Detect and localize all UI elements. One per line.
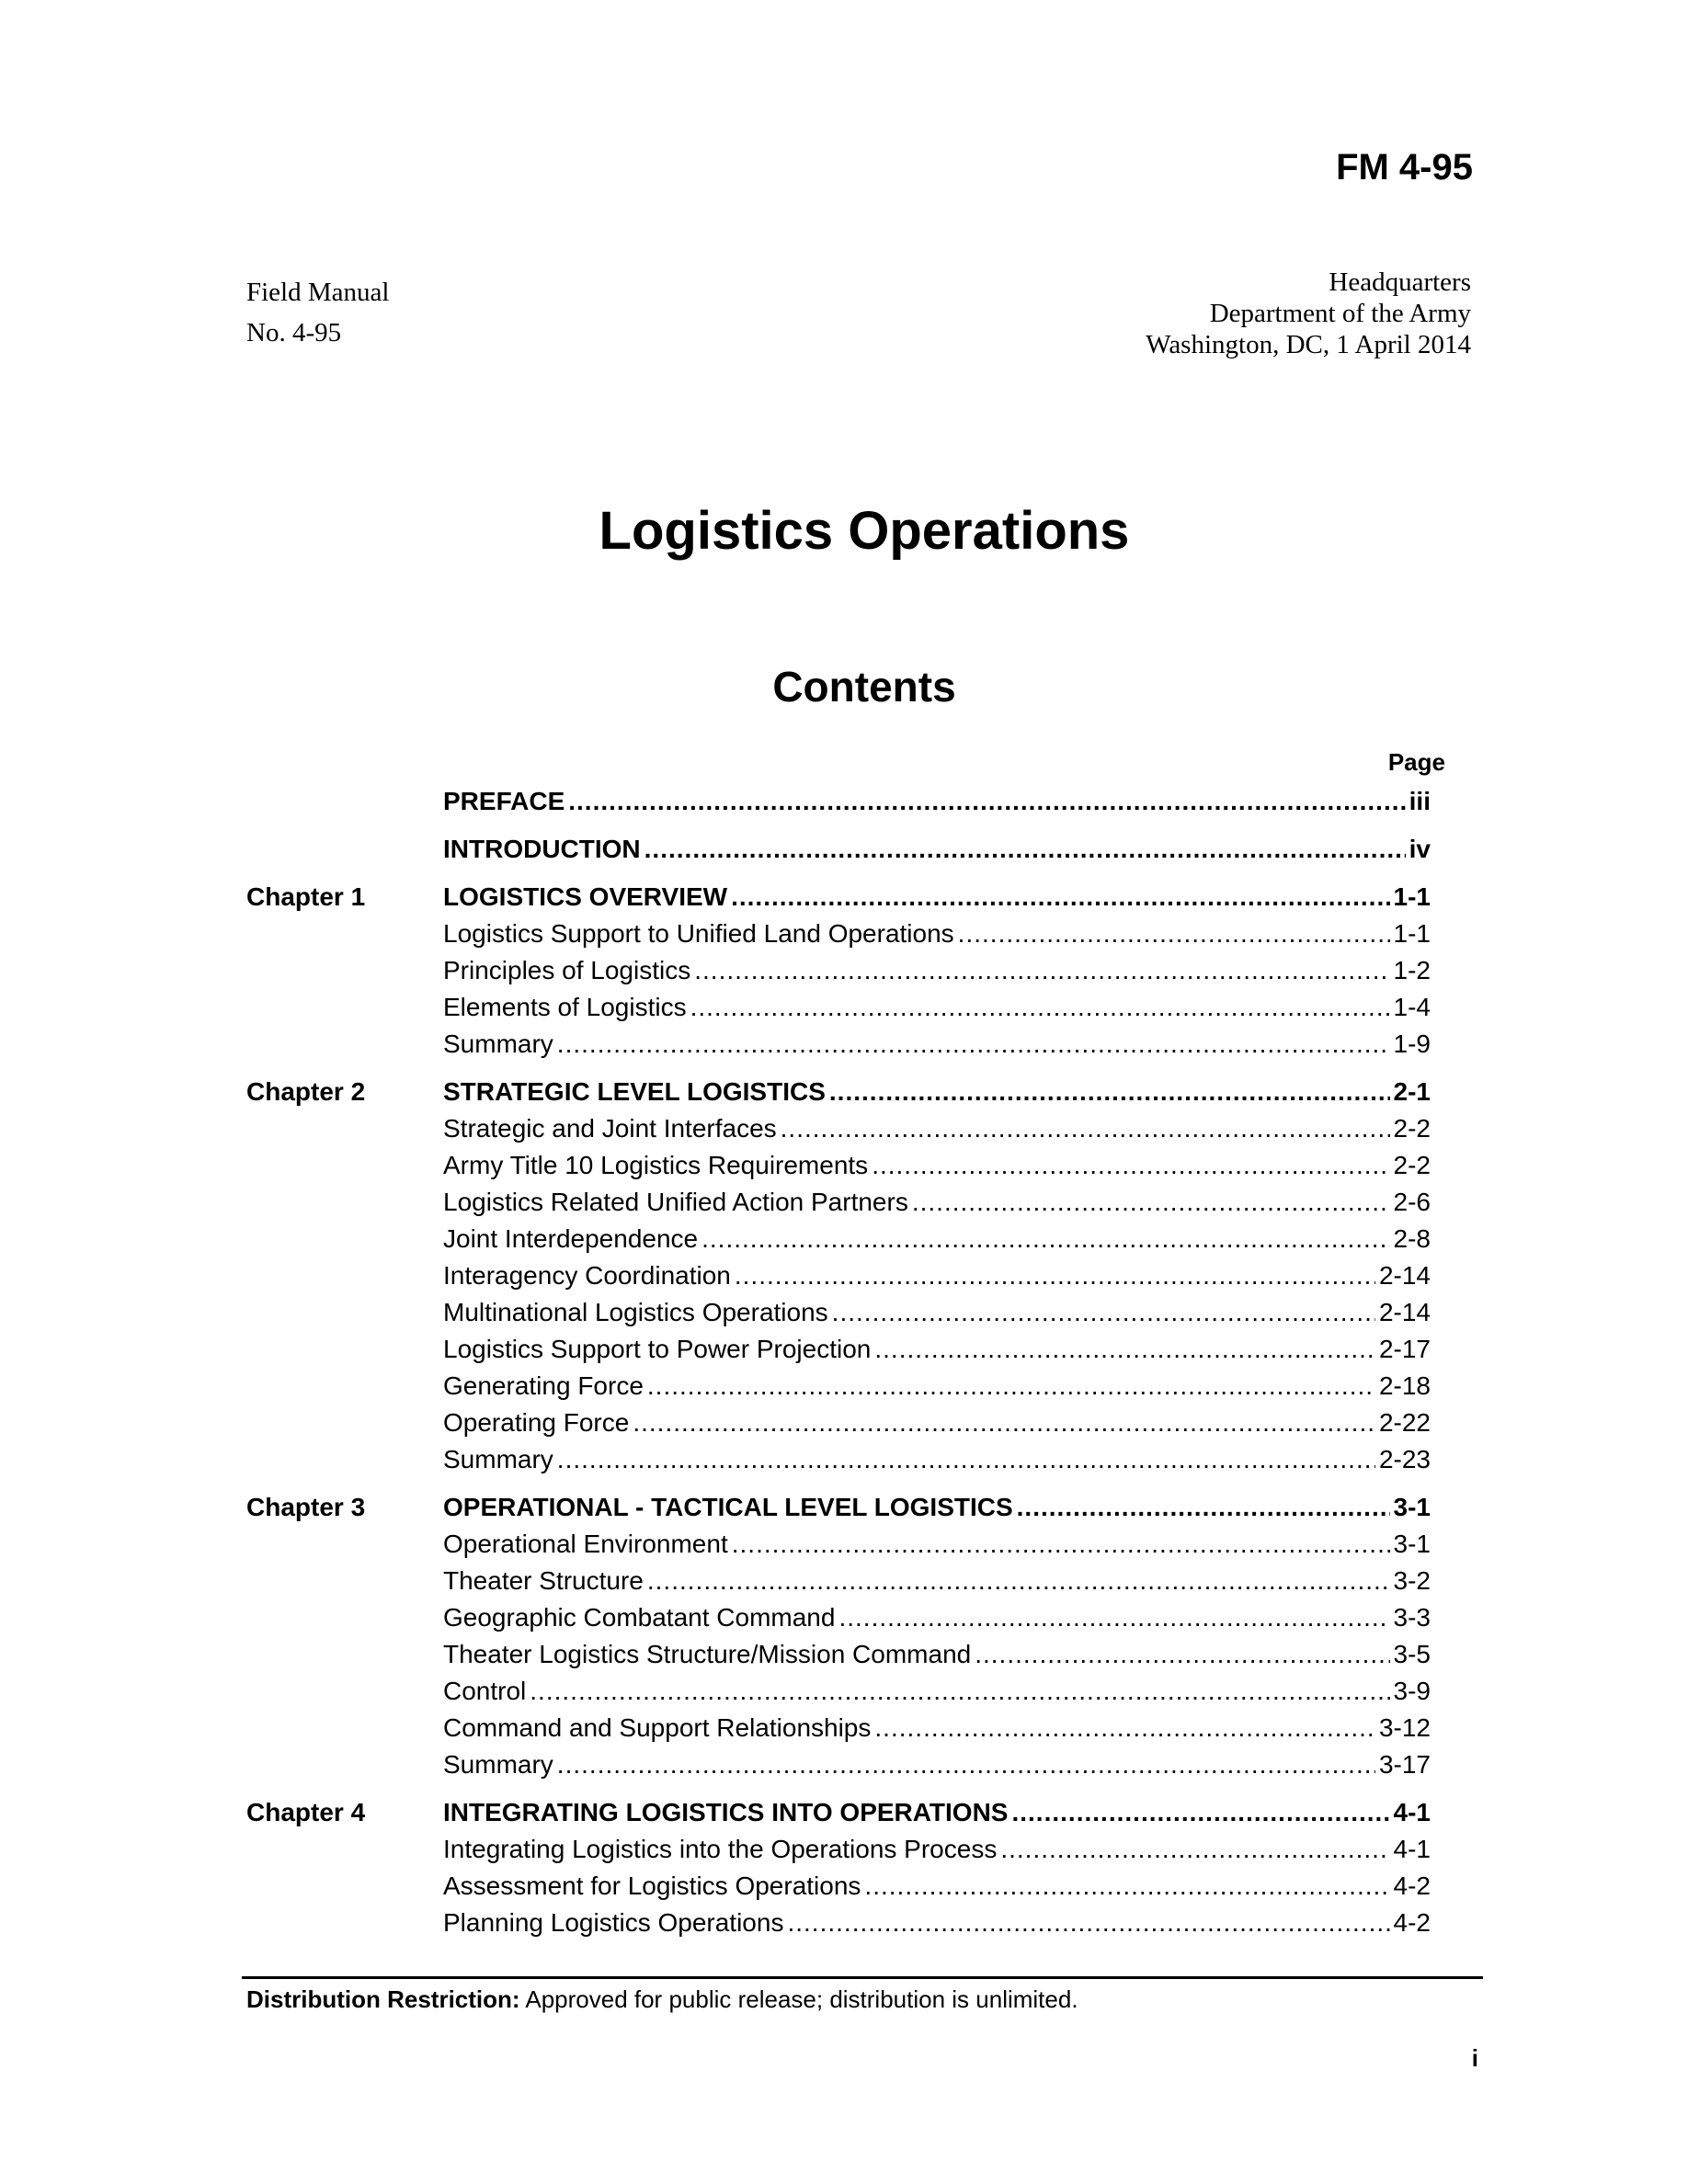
toc-entry-page: 2-18 xyxy=(1378,1371,1431,1400)
document-title: Logistics Operations xyxy=(599,501,1130,561)
toc-dot-leader xyxy=(1000,1835,1389,1864)
toc-entry-page: 1-1 xyxy=(1393,882,1431,911)
toc-entry-page: 1-2 xyxy=(1393,956,1431,984)
toc-entry xyxy=(443,1261,1431,1298)
toc-entry xyxy=(443,1908,1431,1945)
toc-entry-title: Strategic and Joint Interfaces xyxy=(443,1114,777,1143)
toc-dot-leader xyxy=(732,1530,1390,1559)
toc-entry-title: Elements of Logistics xyxy=(443,993,687,1021)
toc-entry-page: 4-2 xyxy=(1393,1871,1431,1900)
page-column-label: Page xyxy=(1387,748,1445,776)
toc-entry-page: 3-1 xyxy=(1393,1493,1431,1521)
toc-entry xyxy=(443,1151,1431,1188)
toc-dot-leader xyxy=(647,1371,1375,1401)
toc-entry-title: INTEGRATING LOGISTICS INTO OPERATIONS xyxy=(443,1798,1009,1826)
toc-dot-leader xyxy=(787,1908,1389,1938)
toc-dot-leader xyxy=(701,1224,1389,1254)
toc-dot-leader xyxy=(829,1077,1390,1107)
chapter-label: Chapter 3 xyxy=(246,1493,366,1521)
toc-section-entry xyxy=(443,835,1431,871)
toc-entry-page: 3-17 xyxy=(1378,1750,1431,1779)
toc-dot-leader xyxy=(633,1408,1375,1438)
toc-dot-leader xyxy=(557,1029,1390,1059)
chapter-label: Chapter 2 xyxy=(246,1077,366,1106)
toc-entry-page: 2-23 xyxy=(1378,1445,1431,1473)
toc-entry-title: Summary xyxy=(443,1029,553,1058)
toc-entry-page: 4-1 xyxy=(1393,1798,1431,1826)
toc-entry-page: 3-3 xyxy=(1393,1603,1431,1632)
toc-entry-page: iv xyxy=(1409,835,1431,863)
distribution-restriction xyxy=(246,1985,1078,2014)
toc-section-entry xyxy=(443,1077,1431,1114)
toc-entry-title: Operating Force xyxy=(443,1408,630,1437)
toc-entry-page: 1-4 xyxy=(1393,993,1431,1021)
toc-entry-title: Integrating Logistics into the Operations Process xyxy=(443,1835,998,1863)
toc-entry-title: Interagency Coordination xyxy=(443,1261,731,1290)
toc-entry xyxy=(443,993,1431,1029)
toc-dot-leader xyxy=(958,919,1390,949)
toc-entry-page: 3-5 xyxy=(1393,1640,1431,1668)
toc-entry-title: INTRODUCTION xyxy=(443,835,641,863)
toc-entry xyxy=(443,1224,1431,1261)
toc-entry xyxy=(443,919,1431,956)
toc-entry xyxy=(443,1677,1431,1713)
toc-dot-leader xyxy=(557,1445,1375,1474)
toc-entry-title: Summary xyxy=(443,1445,553,1473)
toc-dot-leader xyxy=(1017,1493,1390,1522)
toc-entry xyxy=(443,1445,1431,1482)
toc-entry-page: 3-12 xyxy=(1378,1713,1431,1742)
toc-entry-page: 1-9 xyxy=(1393,1029,1431,1058)
toc-entry-title: Principles of Logistics xyxy=(443,956,691,984)
toc-dot-leader xyxy=(557,1750,1375,1780)
toc-entry xyxy=(443,956,1431,993)
toc-entry-page: 2-8 xyxy=(1393,1224,1431,1253)
toc-dot-leader xyxy=(690,993,1390,1022)
toc-entry-title: Theater Structure xyxy=(443,1566,644,1595)
toc-entry-title: Multinational Logistics Operations xyxy=(443,1298,828,1326)
toc-entry-title: Summary xyxy=(443,1750,553,1779)
page-number: i xyxy=(1471,2044,1478,2072)
toc-dot-leader xyxy=(832,1298,1375,1327)
toc-dot-leader xyxy=(644,835,1406,864)
toc-entry xyxy=(443,1530,1431,1566)
field-manual-number: No. 4-95 xyxy=(246,318,342,347)
location-date-line: Washington, DC, 1 April 2014 xyxy=(1146,330,1471,359)
toc-entry xyxy=(443,1835,1431,1871)
toc-entry xyxy=(443,1114,1431,1151)
headquarters-line: Headquarters xyxy=(1329,267,1471,297)
toc-dot-leader xyxy=(864,1871,1389,1901)
toc-section-entry xyxy=(443,1798,1431,1835)
toc-entry-title: Army Title 10 Logistics Requirements xyxy=(443,1151,869,1179)
footer-divider xyxy=(242,1976,1483,1979)
toc-entry-title: OPERATIONAL - TACTICAL LEVEL LOGISTICS xyxy=(443,1493,1013,1521)
toc-entry xyxy=(443,1298,1431,1335)
field-manual-block xyxy=(246,272,389,353)
toc-dot-leader xyxy=(530,1677,1389,1706)
chapter-label: Chapter 4 xyxy=(246,1798,366,1826)
distribution-text: Approved for public release; distribution is unlimited. xyxy=(519,1985,1078,2013)
toc-entry xyxy=(443,1713,1431,1750)
toc-dot-leader xyxy=(872,1151,1389,1180)
department-line: Department of the Army xyxy=(1209,299,1471,328)
toc-entry-page: 2-2 xyxy=(1393,1114,1431,1143)
toc-entry-page: 2-22 xyxy=(1378,1408,1431,1437)
toc-entry-title: STRATEGIC LEVEL LOGISTICS xyxy=(443,1077,826,1106)
toc-entry xyxy=(443,1371,1431,1408)
toc-entry-page: 2-14 xyxy=(1378,1298,1431,1326)
distribution-label: Distribution Restriction: xyxy=(246,1985,520,2013)
toc-entry-page: 3-9 xyxy=(1393,1677,1431,1705)
toc-entry xyxy=(443,1640,1431,1677)
toc-entry-page: iii xyxy=(1409,787,1431,815)
toc-entry-title: Command and Support Relationships xyxy=(443,1713,872,1742)
toc-entry xyxy=(443,1566,1431,1603)
toc-dot-leader xyxy=(838,1603,1389,1632)
toc-entry-page: 1-1 xyxy=(1393,919,1431,948)
toc-dot-leader xyxy=(781,1114,1390,1143)
chapter-label: Chapter 1 xyxy=(246,882,366,911)
toc-entry-title: Joint Interdependence xyxy=(443,1224,699,1253)
toc-entry-title: Control xyxy=(443,1677,527,1705)
toc-dot-leader xyxy=(975,1640,1389,1669)
toc-dot-leader xyxy=(874,1713,1375,1743)
toc-entry-page: 2-14 xyxy=(1378,1261,1431,1290)
toc-entry-title: Operational Environment xyxy=(443,1530,728,1558)
toc-section-entry xyxy=(443,1493,1431,1530)
toc-entry-title: PREFACE xyxy=(443,787,565,815)
toc-entry-title: LOGISTICS OVERVIEW xyxy=(443,882,728,911)
toc-entry-title: Logistics Support to Unified Land Operations xyxy=(443,919,954,948)
toc-entry-title: Generating Force xyxy=(443,1371,644,1400)
toc-dot-leader xyxy=(1011,1798,1389,1827)
field-manual-label: Field Manual xyxy=(246,278,390,307)
toc-dot-leader xyxy=(731,882,1389,912)
toc-entry-page: 2-2 xyxy=(1393,1151,1431,1179)
toc-section-entry xyxy=(443,882,1431,919)
toc-entry-title: Logistics Related Unified Action Partners xyxy=(443,1188,908,1216)
toc-entry-title: Logistics Support to Power Projection xyxy=(443,1335,872,1363)
toc-dot-leader xyxy=(735,1261,1375,1291)
toc-entry-page: 2-1 xyxy=(1393,1077,1431,1106)
toc-entry xyxy=(443,1603,1431,1640)
toc-entry-page: 2-6 xyxy=(1393,1188,1431,1216)
toc-entry xyxy=(443,1408,1431,1445)
toc-entry xyxy=(443,1750,1431,1787)
toc-entry-page: 3-2 xyxy=(1393,1566,1431,1595)
toc-section-entry xyxy=(443,787,1431,824)
toc-entry xyxy=(443,1188,1431,1224)
toc-entry-title: Geographic Combatant Command xyxy=(443,1603,836,1632)
toc-entry-page: 4-2 xyxy=(1393,1908,1431,1937)
toc-dot-leader xyxy=(694,956,1389,985)
toc-entry-page: 3-1 xyxy=(1393,1530,1431,1558)
toc-entry-title: Assessment for Logistics Operations xyxy=(443,1871,861,1900)
toc-entry xyxy=(443,1871,1431,1908)
contents-heading: Contents xyxy=(772,663,956,711)
toc-dot-leader xyxy=(647,1566,1390,1596)
toc-dot-leader xyxy=(874,1335,1375,1364)
toc-entry-title: Theater Logistics Structure/Mission Command xyxy=(443,1640,972,1668)
document-code: FM 4-95 xyxy=(1336,147,1473,188)
toc-entry xyxy=(443,1029,1431,1066)
toc-entry-page: 2-17 xyxy=(1378,1335,1431,1363)
toc-dot-leader xyxy=(912,1188,1390,1217)
issuing-authority-block xyxy=(1146,267,1471,360)
toc-entry xyxy=(443,1335,1431,1371)
toc-dot-leader xyxy=(568,787,1405,816)
toc-entry-title: Planning Logistics Operations xyxy=(443,1908,784,1937)
toc-entry-page: 4-1 xyxy=(1393,1835,1431,1863)
